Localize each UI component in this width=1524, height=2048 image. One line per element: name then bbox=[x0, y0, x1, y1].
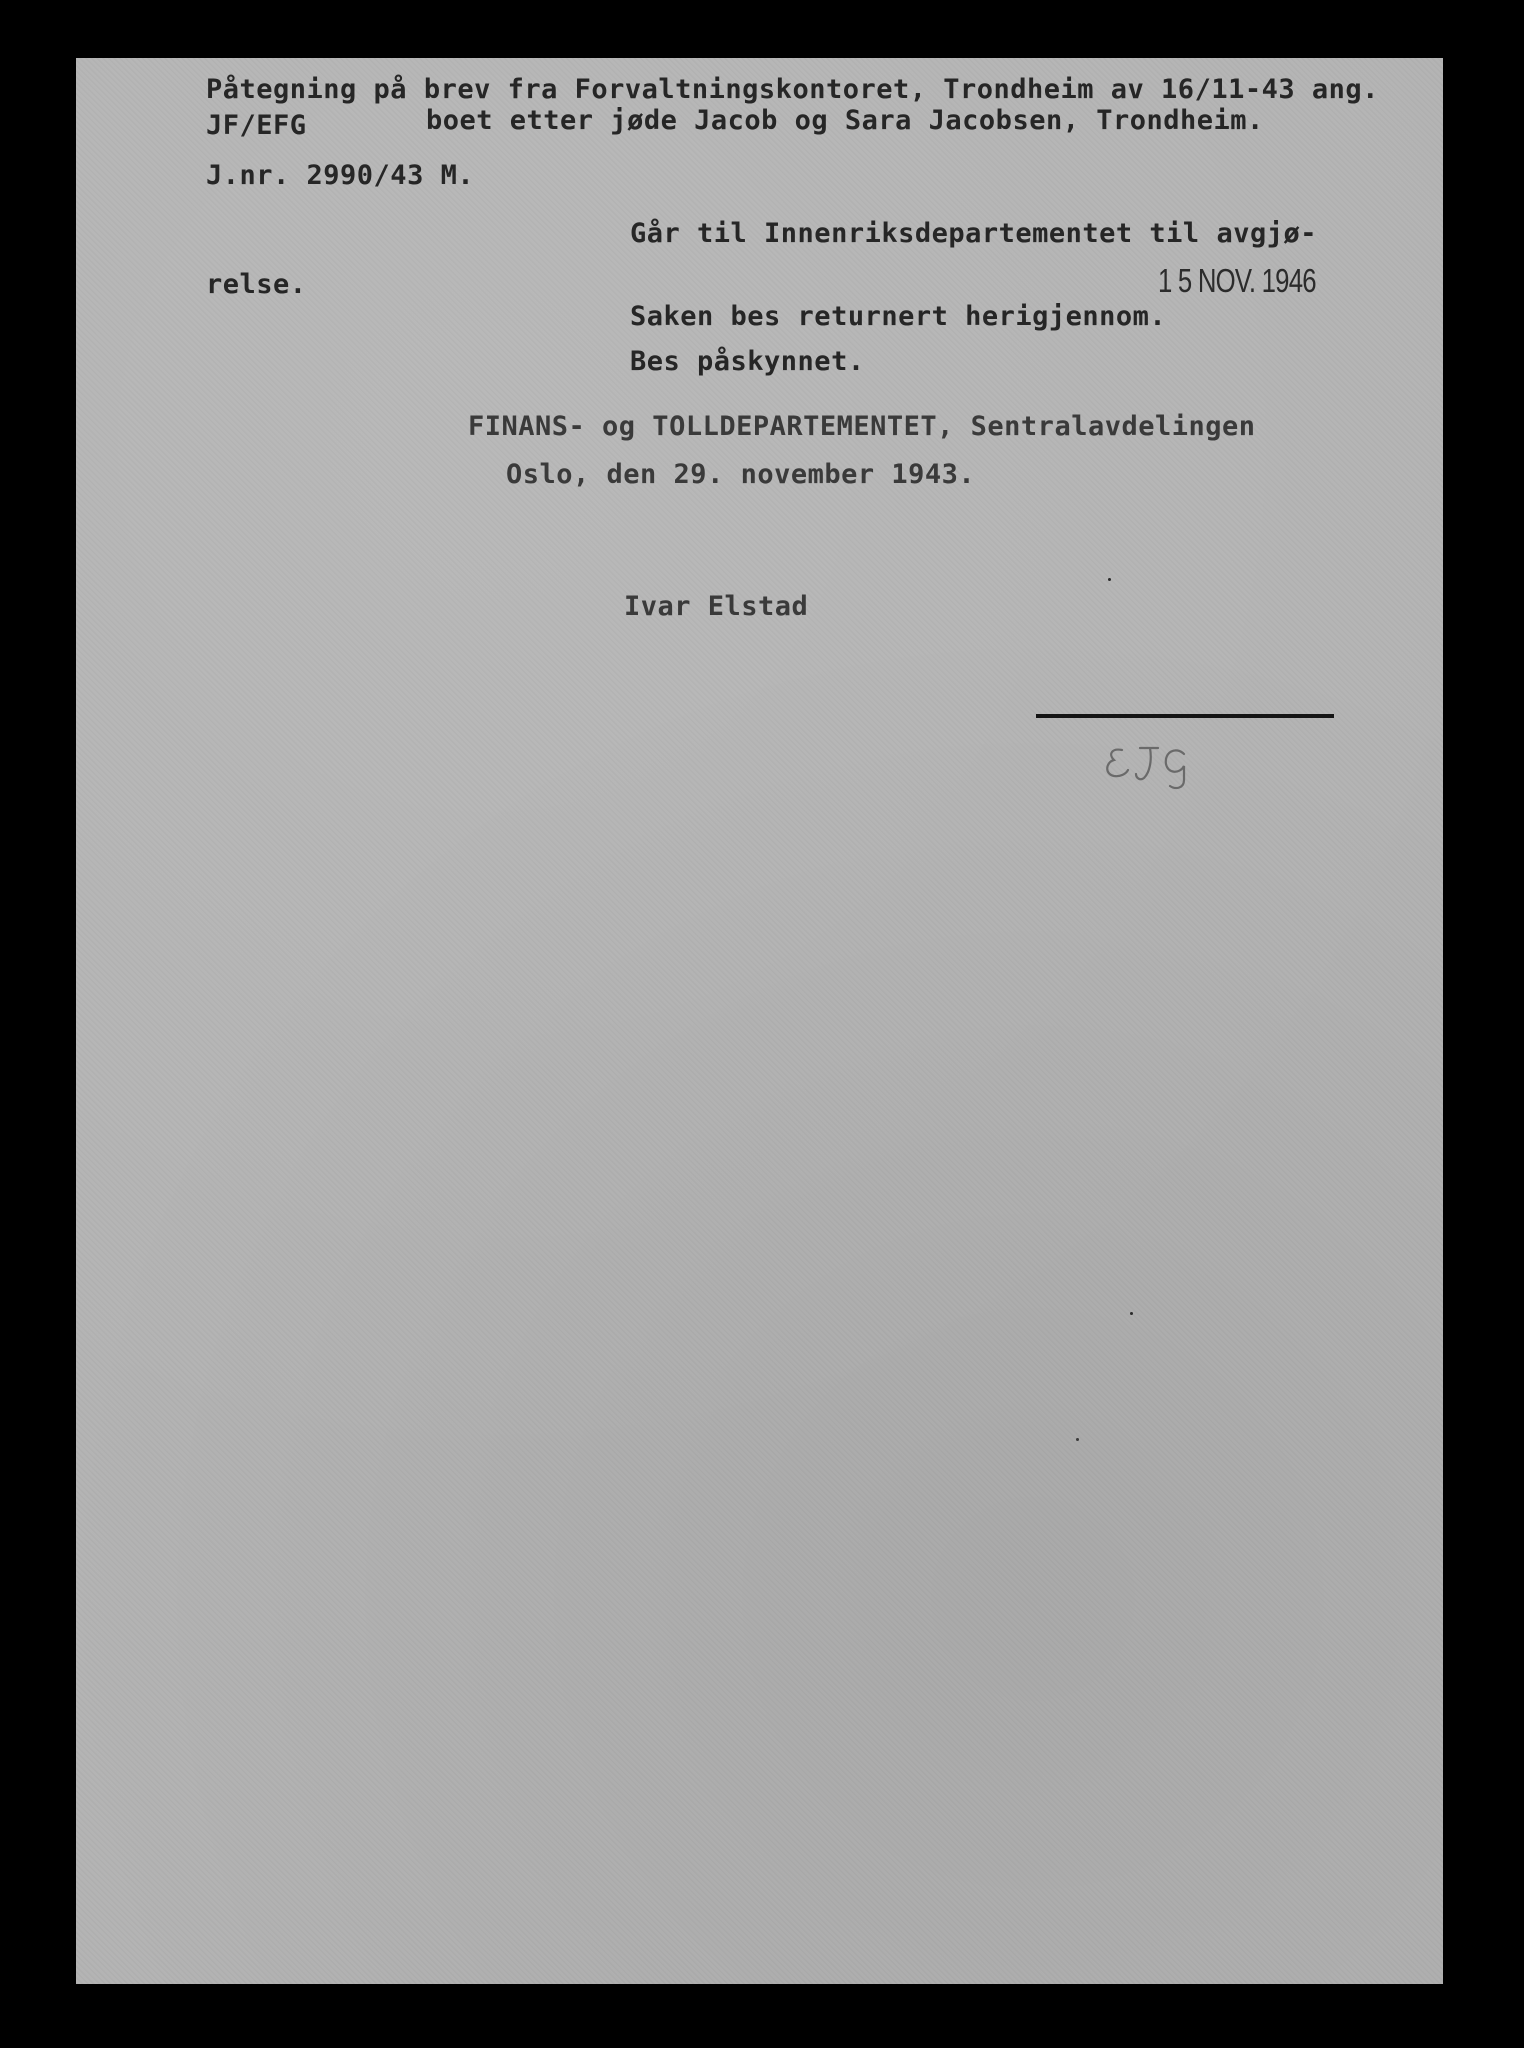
header-line-2: boet etter jøde Jacob og Sara Jacobsen, Trondheim. bbox=[426, 105, 1264, 136]
department-line: FINANS- og TOLLDEPARTEMENTET, Sentralavdelingen bbox=[468, 411, 1256, 442]
instruction-line-1: Går til Innenriksdepartementet til avgjø- bbox=[630, 218, 1317, 249]
signatory-name: Ivar Elstad bbox=[624, 591, 809, 622]
return-request-line: Saken bes returnert herigjennom. bbox=[630, 301, 1167, 332]
handwritten-initials bbox=[1100, 736, 1210, 796]
urgency-line: Bes påskynnet. bbox=[630, 346, 865, 377]
journal-number: J.nr. 2990/43 M. bbox=[206, 160, 475, 191]
speck bbox=[1130, 1312, 1133, 1315]
instruction-line-2: relse. bbox=[206, 269, 307, 300]
reference-code: JF/EFG bbox=[206, 110, 307, 141]
speck bbox=[1108, 578, 1111, 581]
place-date-line: Oslo, den 29. november 1943. bbox=[506, 459, 976, 490]
received-date-stamp: 1 5 NOV. 1946 bbox=[1158, 262, 1316, 299]
signature-line bbox=[1036, 714, 1334, 718]
speck bbox=[1076, 1438, 1079, 1441]
document-page bbox=[76, 58, 1443, 1984]
header-line-1: Påtegning på brev fra Forvaltningskontoret, Trondheim av 16/11-43 ang. bbox=[206, 74, 1379, 105]
